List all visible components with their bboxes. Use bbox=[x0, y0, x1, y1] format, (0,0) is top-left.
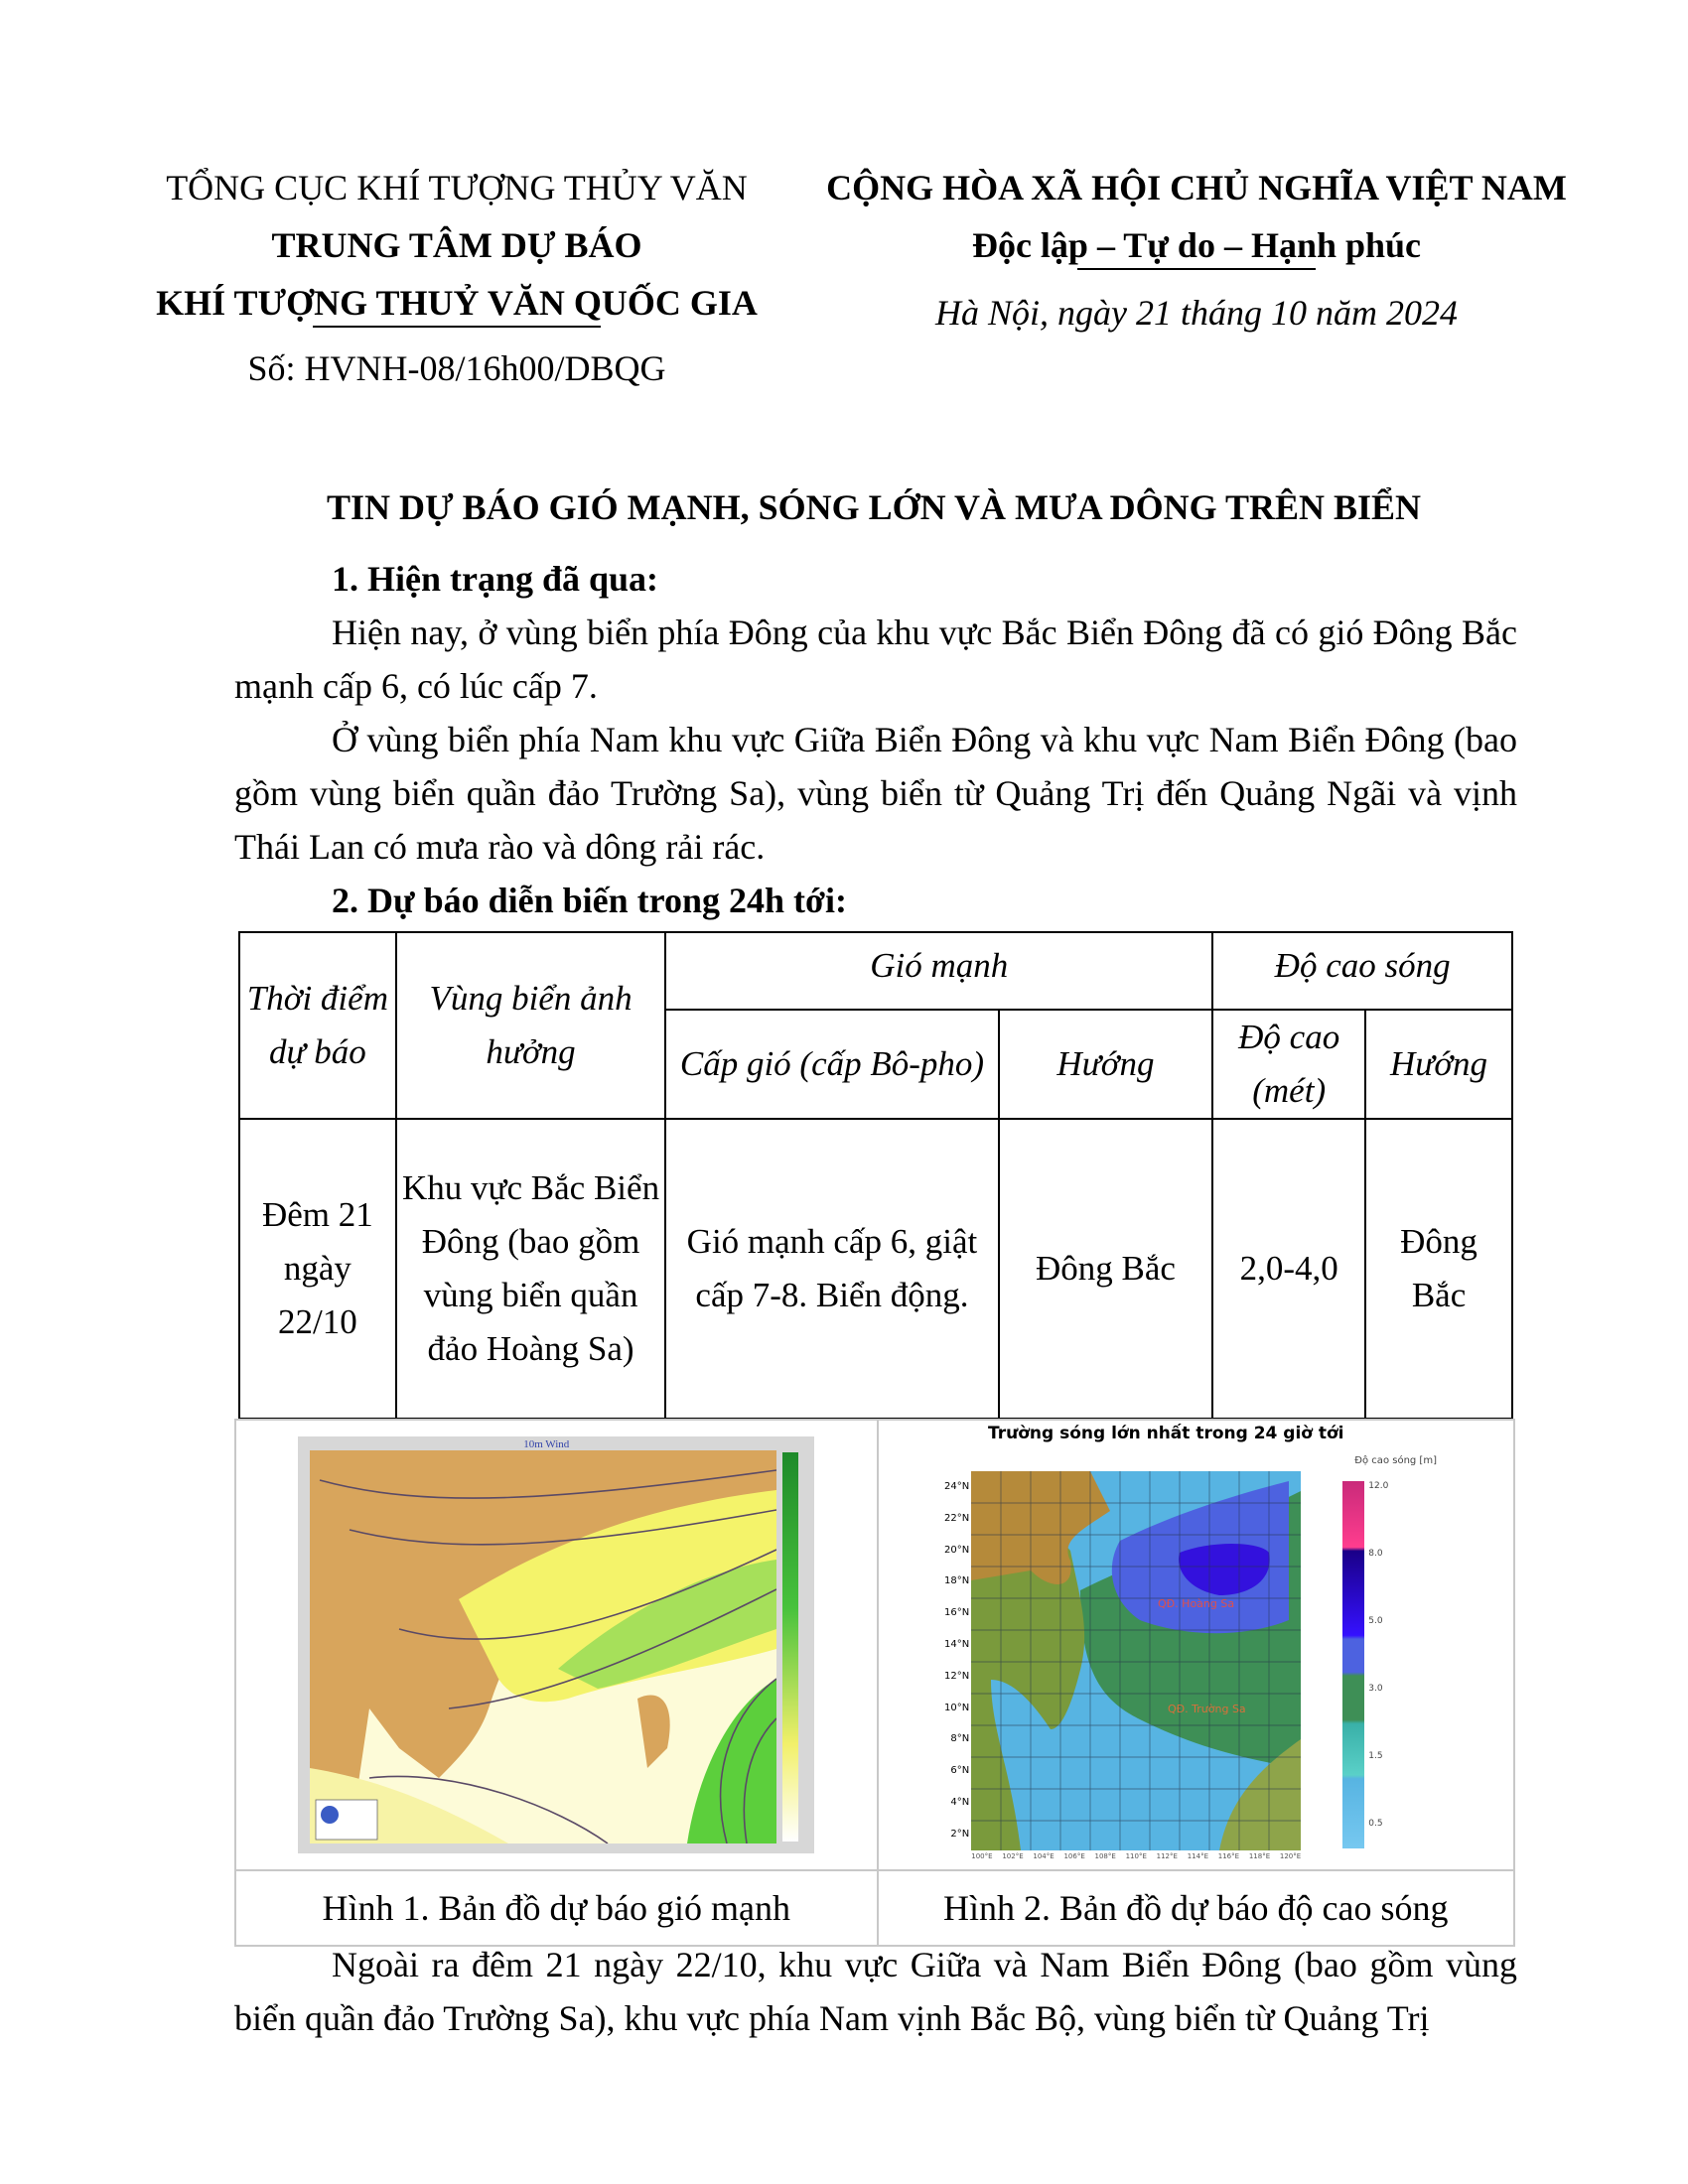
agency-name-line2: KHÍ TƯỢNG THUỶ VĂN QUỐC GIA bbox=[156, 283, 758, 323]
section-1 bbox=[234, 552, 1517, 927]
wind-colorbar bbox=[782, 1452, 798, 1842]
wave-colorbar bbox=[1342, 1481, 1364, 1848]
header-time: Thời điểm dự báo bbox=[239, 932, 396, 1119]
header-wave-group: Độ cao sóng bbox=[1212, 932, 1512, 1010]
figure-1-caption: Hình 1. Bản đồ dự báo gió mạnh bbox=[235, 1870, 878, 1946]
wind-map bbox=[298, 1436, 814, 1853]
figure-2-caption: Hình 2. Bản đồ dự báo độ cao sóng bbox=[878, 1870, 1514, 1946]
hoang-sa-label: QĐ. Hoàng Sa bbox=[1158, 1597, 1235, 1610]
cell-wind-direction: Đông Bắc bbox=[999, 1119, 1213, 1419]
header-area: Vùng biển ảnh hưởng bbox=[396, 932, 666, 1119]
agency-block bbox=[149, 159, 765, 397]
wind-map-title: 10m Wind bbox=[523, 1438, 570, 1450]
cell-time: Đêm 21 ngày 22/10 bbox=[239, 1119, 396, 1419]
colorbar-label: Độ cao sóng [m] bbox=[1354, 1455, 1437, 1466]
cell-area: Khu vực Bắc Biển Đông (bao gồm vùng biển quần đảo Hoàng Sa) bbox=[396, 1119, 666, 1419]
cell-wind-level: Gió mạnh cấp 6, giật cấp 7-8. Biển động. bbox=[665, 1119, 998, 1419]
latitude-axis: 24°N 22°N 20°N 18°N 16°N 14°N 12°N 10°N 8°N 6°N 4°N 2°N bbox=[944, 1481, 970, 1840]
figure-2-cell bbox=[878, 1420, 1514, 1870]
table-row bbox=[239, 1119, 1512, 1419]
wave-map-image bbox=[971, 1471, 1301, 1850]
forecast-table bbox=[238, 931, 1513, 1420]
agency-parent: TỔNG CỤC KHÍ TƯỢNG THỦY VĂN bbox=[166, 168, 748, 207]
section-1-paragraph-2: Ở vùng biển phía Nam khu vực Giữa Biển Đông và khu vực Nam Biển Đông (bao gồm vùng biển quần đảo Trường Sa), vùng biển từ Quảng Trị đến Quảng Ngãi và vịnh Thái Lan có mưa rào và dông rải rác. bbox=[234, 720, 1517, 867]
cell-wave-direction: Đông Bắc bbox=[1365, 1119, 1512, 1419]
wave-map: Trường sóng lớn nhất trong 24 giờ tới QĐ. Hoàng Sa QĐ. Trường Sa 24°N 22°N 20°N 18°N 16°N 14°N 12°N 10°N 8°N 6°N 4°N 2°N 100°E 102°E 104°E 106°E 108°E 110°E 112°E 114°E 116°E 118°E 120°E Độ cao sóng [m] 12.0 8.0 5.0 3.0 1.5 0.5 bbox=[888, 1422, 1503, 1868]
document-number: Số: HVNH-08/16h00/DBQG bbox=[247, 348, 666, 388]
section-2-heading: 2. Dự báo diễn biến trong 24h tới: bbox=[332, 881, 847, 920]
nation-title: CỘNG HÒA XÃ HỘI CHỦ NGHĨA VIỆT NAM bbox=[826, 168, 1567, 207]
wave-map-title: Trường sóng lớn nhất trong 24 giờ tới bbox=[988, 1424, 1344, 1443]
header-wind-level: Cấp gió (cấp Bô-pho) bbox=[665, 1010, 998, 1119]
longitude-axis: 100°E 102°E 104°E 106°E 108°E 110°E 112°E 114°E 116°E 118°E 120°E bbox=[971, 1852, 1302, 1860]
nation-motto: Độc lập – Tự do – Hạnh phúc bbox=[971, 225, 1422, 265]
truong-sa-label: QĐ. Trường Sa bbox=[1168, 1703, 1246, 1715]
nation-block bbox=[804, 159, 1589, 341]
figures-table bbox=[234, 1419, 1515, 1947]
section-1-heading: 1. Hiện trạng đã qua: bbox=[332, 559, 659, 599]
header-wave-direction: Hướng bbox=[1365, 1010, 1512, 1119]
wind-map-image bbox=[310, 1450, 776, 1843]
document-title: TIN DỰ BÁO GIÓ MẠNH, SÓNG LỚN VÀ MƯA DÔNG TRÊN BIỂN bbox=[326, 487, 1422, 527]
header-wind-direction: Hướng bbox=[999, 1010, 1213, 1119]
place-date: Hà Nội, ngày 21 tháng 10 năm 2024 bbox=[935, 293, 1458, 333]
figure-1-cell bbox=[235, 1420, 878, 1870]
header-wave-height: Độ cao (mét) bbox=[1212, 1010, 1365, 1119]
closing-paragraph: Ngoài ra đêm 21 ngày 22/10, khu vực Giữa và Nam Biển Đông (bao gồm vùng biển quần đảo Trường Sa), khu vực phía Nam vịnh Bắc Bộ, vùng biển từ Quảng Trị bbox=[234, 1945, 1517, 2038]
header-wind-group: Gió mạnh bbox=[665, 932, 1212, 1010]
section-1-paragraph-1: Hiện nay, ở vùng biển phía Đông của khu vực Bắc Biển Đông đã có gió Đông Bắc mạnh cấp 6, có lúc cấp 7. bbox=[234, 613, 1517, 706]
cell-wave-height: 2,0-4,0 bbox=[1212, 1119, 1365, 1419]
agency-name-line1: TRUNG TÂM DỰ BÁO bbox=[271, 225, 642, 265]
